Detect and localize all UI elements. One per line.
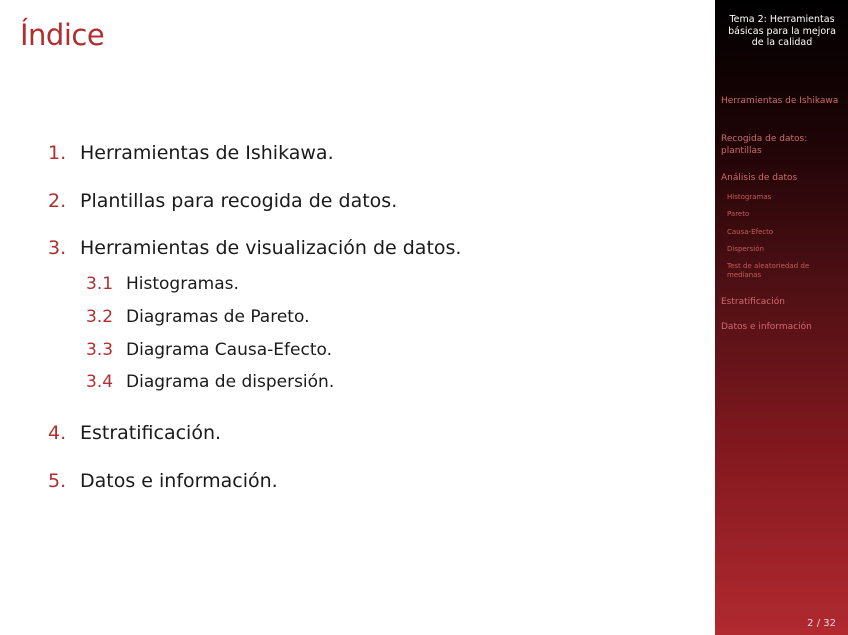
sidebar-section-recogida[interactable]: Recogida de datos: plantillas xyxy=(721,134,808,156)
toc-subitem-3-2[interactable] xyxy=(86,307,309,327)
page-number: 2 / 32 xyxy=(807,618,836,629)
toc-sub-label: Diagrama de dispersión. xyxy=(126,372,335,392)
toc-number: 4. xyxy=(48,422,67,444)
toc-number: 3. xyxy=(48,237,67,259)
toc-sub-number: 3.2 xyxy=(86,307,114,327)
toc-sub-number: 3.1 xyxy=(86,274,114,294)
sidebar-subsection-causa-efecto[interactable]: Causa-Efecto xyxy=(727,228,774,236)
toc-item-1[interactable] xyxy=(48,142,334,164)
toc-item-2[interactable] xyxy=(48,190,397,212)
toc-label: Plantillas para recogida de datos. xyxy=(80,190,398,212)
sidebar-section-analisis[interactable]: Análisis de datos xyxy=(721,173,798,183)
toc-number: 5. xyxy=(48,470,67,492)
sidebar-section-ishikawa[interactable]: Herramientas de Ishikawa xyxy=(721,96,839,106)
toc-sub-label: Histogramas. xyxy=(126,274,239,294)
sidebar-subsection-histogramas[interactable]: Histogramas xyxy=(727,193,772,201)
toc-item-5[interactable] xyxy=(48,470,278,492)
toc-item-3[interactable] xyxy=(48,237,461,259)
sidebar-section-estratificacion[interactable]: Estratificación xyxy=(721,297,785,307)
toc-subitem-3-1[interactable] xyxy=(86,274,239,294)
sidebar-subsection-dispersion[interactable]: Dispersión xyxy=(727,245,764,253)
navigation-sidebar xyxy=(715,0,848,635)
slide-title: Índice xyxy=(20,18,105,52)
toc-number: 2. xyxy=(48,190,67,212)
toc-sub-number: 3.4 xyxy=(86,372,114,392)
toc-subitem-3-3[interactable] xyxy=(86,340,332,360)
toc-sub-label: Diagrama Causa-Efecto. xyxy=(126,340,332,360)
toc-label: Datos e información. xyxy=(80,470,278,492)
toc-subitem-3-4[interactable] xyxy=(86,372,334,392)
toc-label: Herramientas de visualización de datos. xyxy=(80,237,462,259)
toc-sub-label: Diagramas de Pareto. xyxy=(126,307,310,327)
sidebar-section-datos[interactable]: Datos e información xyxy=(721,322,812,332)
sidebar-subsection-pareto[interactable]: Pareto xyxy=(727,210,750,218)
toc-label: Estratificación. xyxy=(80,422,222,444)
toc-label: Herramientas de Ishikawa. xyxy=(80,142,334,164)
sidebar-subsection-test-medianas[interactable]: Test de aleatoriedad de medianas xyxy=(727,262,810,279)
sidebar-presentation-title[interactable]: Tema 2: Herramientas básicas para la mejora de la calidad xyxy=(728,14,836,48)
toc-item-4[interactable] xyxy=(48,422,221,444)
toc-sub-number: 3.3 xyxy=(86,340,114,360)
toc-number: 1. xyxy=(48,142,67,164)
